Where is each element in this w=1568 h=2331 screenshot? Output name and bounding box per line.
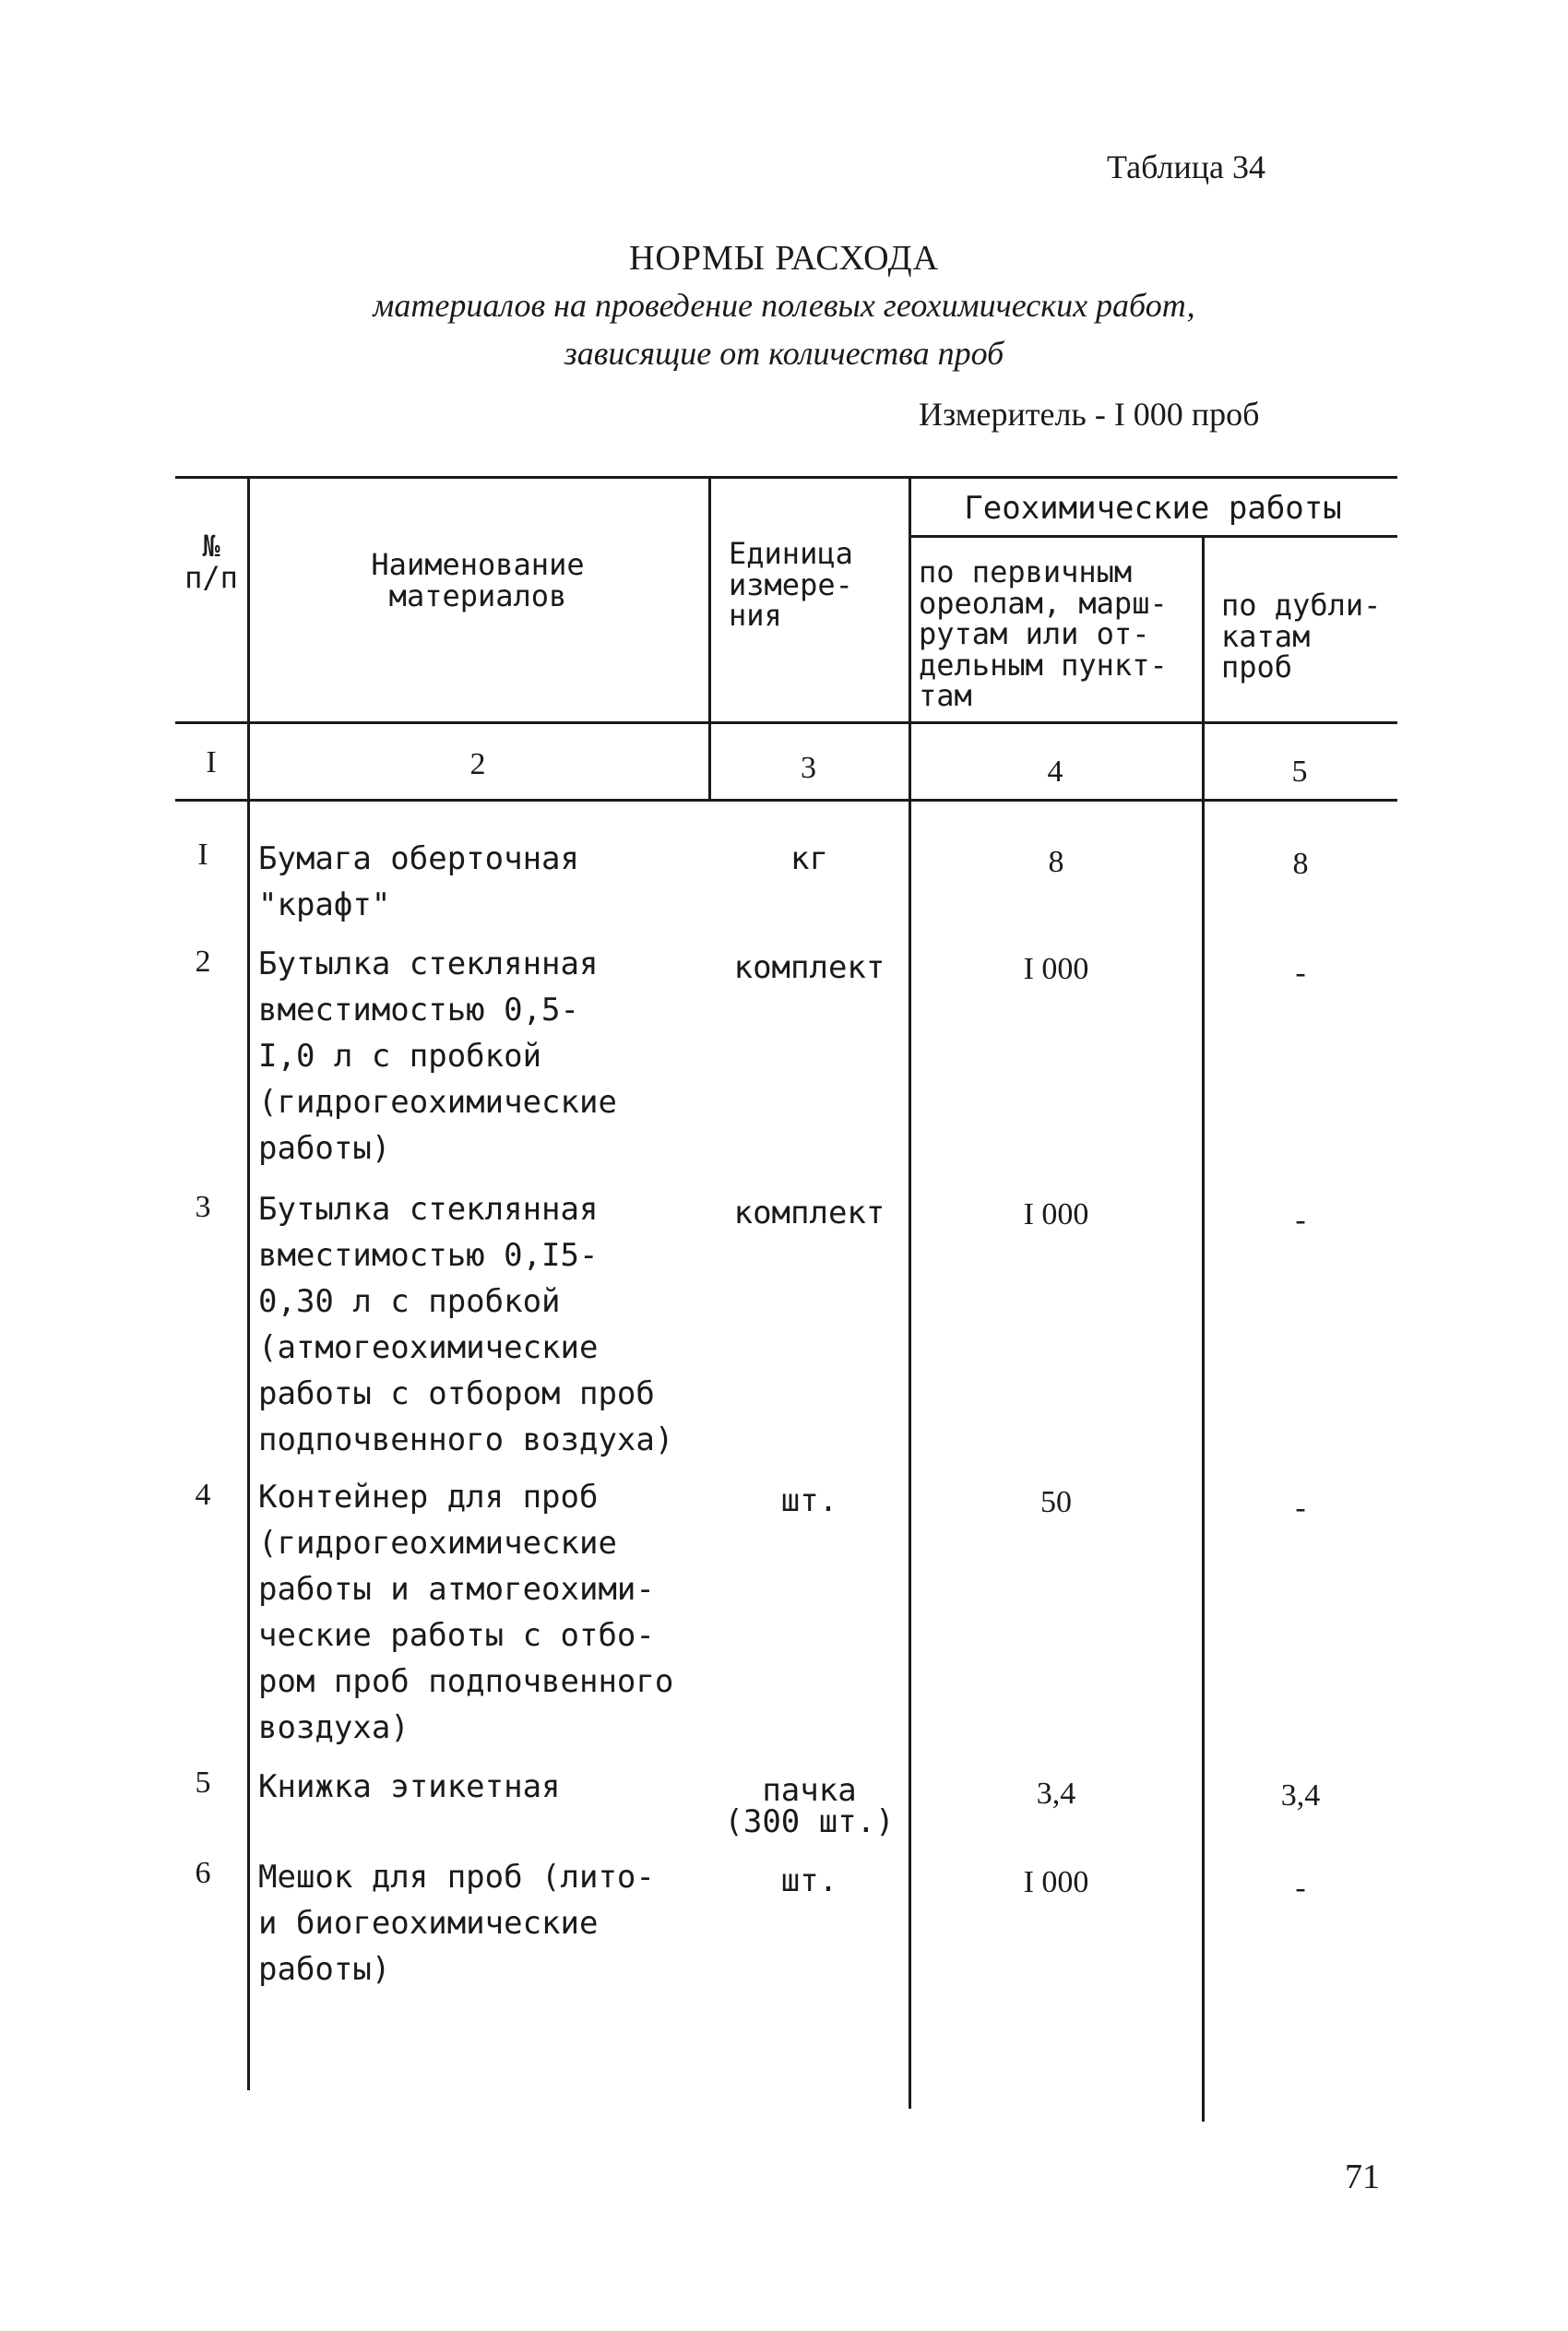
row-4-no: 4 [195,1478,211,1512]
row-1-duplicate: 8 [1292,847,1309,881]
row-3-duplicate: - [1295,1203,1306,1237]
header-bottom-rule [175,721,1397,724]
row-5-unit: пачка (300 шт.) [724,1772,895,1840]
row-2-name: Бутылка стеклянная вместимостью 0,5- I,0 л с пробкой (гидрогеохимические работы) [258,945,617,1167]
row-5-duplicate: 3,4 [1280,1778,1321,1813]
row-3-primary: I 000 [1023,1197,1089,1231]
row-4-name: Контейнер для проб (гидрогеохимические работы и атмогеохими- ческие работы с отбо- ром проб подпочвенного воздуха) [258,1479,674,1746]
row-5-no: 5 [195,1766,211,1800]
row-4-unit: шт. [780,1482,838,1519]
row-2-duplicate: - [1295,956,1306,990]
column-number-2: 2 [469,747,486,781]
row-6-primary: I 000 [1023,1865,1089,1899]
column-divider-1 [247,476,250,2090]
row-6-unit: шт. [780,1862,838,1899]
column-number-1: I [206,745,217,779]
header-name: Наименование материалов [371,547,585,613]
row-1-unit: кг [790,840,828,877]
row-6-duplicate: - [1295,1871,1306,1905]
subtitle-line-1: материалов на проведение полевых геохимических работ, [373,287,1195,324]
row-1-name: Бумага оберточная "крафт" [258,840,579,923]
row-6-name: Мешок для проб (лито- и биогеохимические работы) [258,1859,655,1988]
row-2-primary: I 000 [1023,952,1089,986]
header-unit: Единица измере- ния [729,536,853,634]
row-2-unit: комплект [733,949,885,986]
header-group: Геохимические работы [964,490,1342,527]
row-4-duplicate: - [1295,1491,1306,1525]
subtitle-line-2: зависящие от количества проб [564,335,1004,372]
row-1-no: I [197,838,208,872]
row-5-name: Книжка этикетная [258,1768,561,1805]
row-3-name: Бутылка стеклянная вместимостью 0,I5- 0,30 л с пробкой (атмогеохимические работы с отбором проб подпочвенного воздуха) [258,1191,674,1458]
page-title: НОРМЫ РАСХОДА [628,239,940,278]
header-no: № п/п [184,529,238,595]
row-2-no: 2 [195,945,211,979]
measure-unit: Измеритель - I 000 проб [919,396,1260,433]
table-top-rule [175,476,1397,479]
row-3-unit: комплект [733,1195,885,1231]
row-6-no: 6 [195,1856,211,1890]
column-number-3: 3 [801,751,816,785]
row-3-no: 3 [195,1190,211,1224]
column-numbers-bottom-rule [175,799,1397,802]
row-1-primary: 8 [1048,845,1064,879]
column-number-4: 4 [1047,755,1063,789]
header-primary: по первичным ореолам, марш- рутам или от- дельным пункт- там [919,554,1168,714]
group-header-rule [909,535,1397,538]
column-number-5: 5 [1291,755,1308,789]
table-label: Таблица 34 [1107,149,1265,185]
row-5-primary: 3,4 [1036,1777,1076,1811]
header-duplicate: по дубли- катам проб [1221,588,1382,685]
row-4-primary: 50 [1040,1485,1072,1519]
page-number: 71 [1345,2158,1380,2196]
